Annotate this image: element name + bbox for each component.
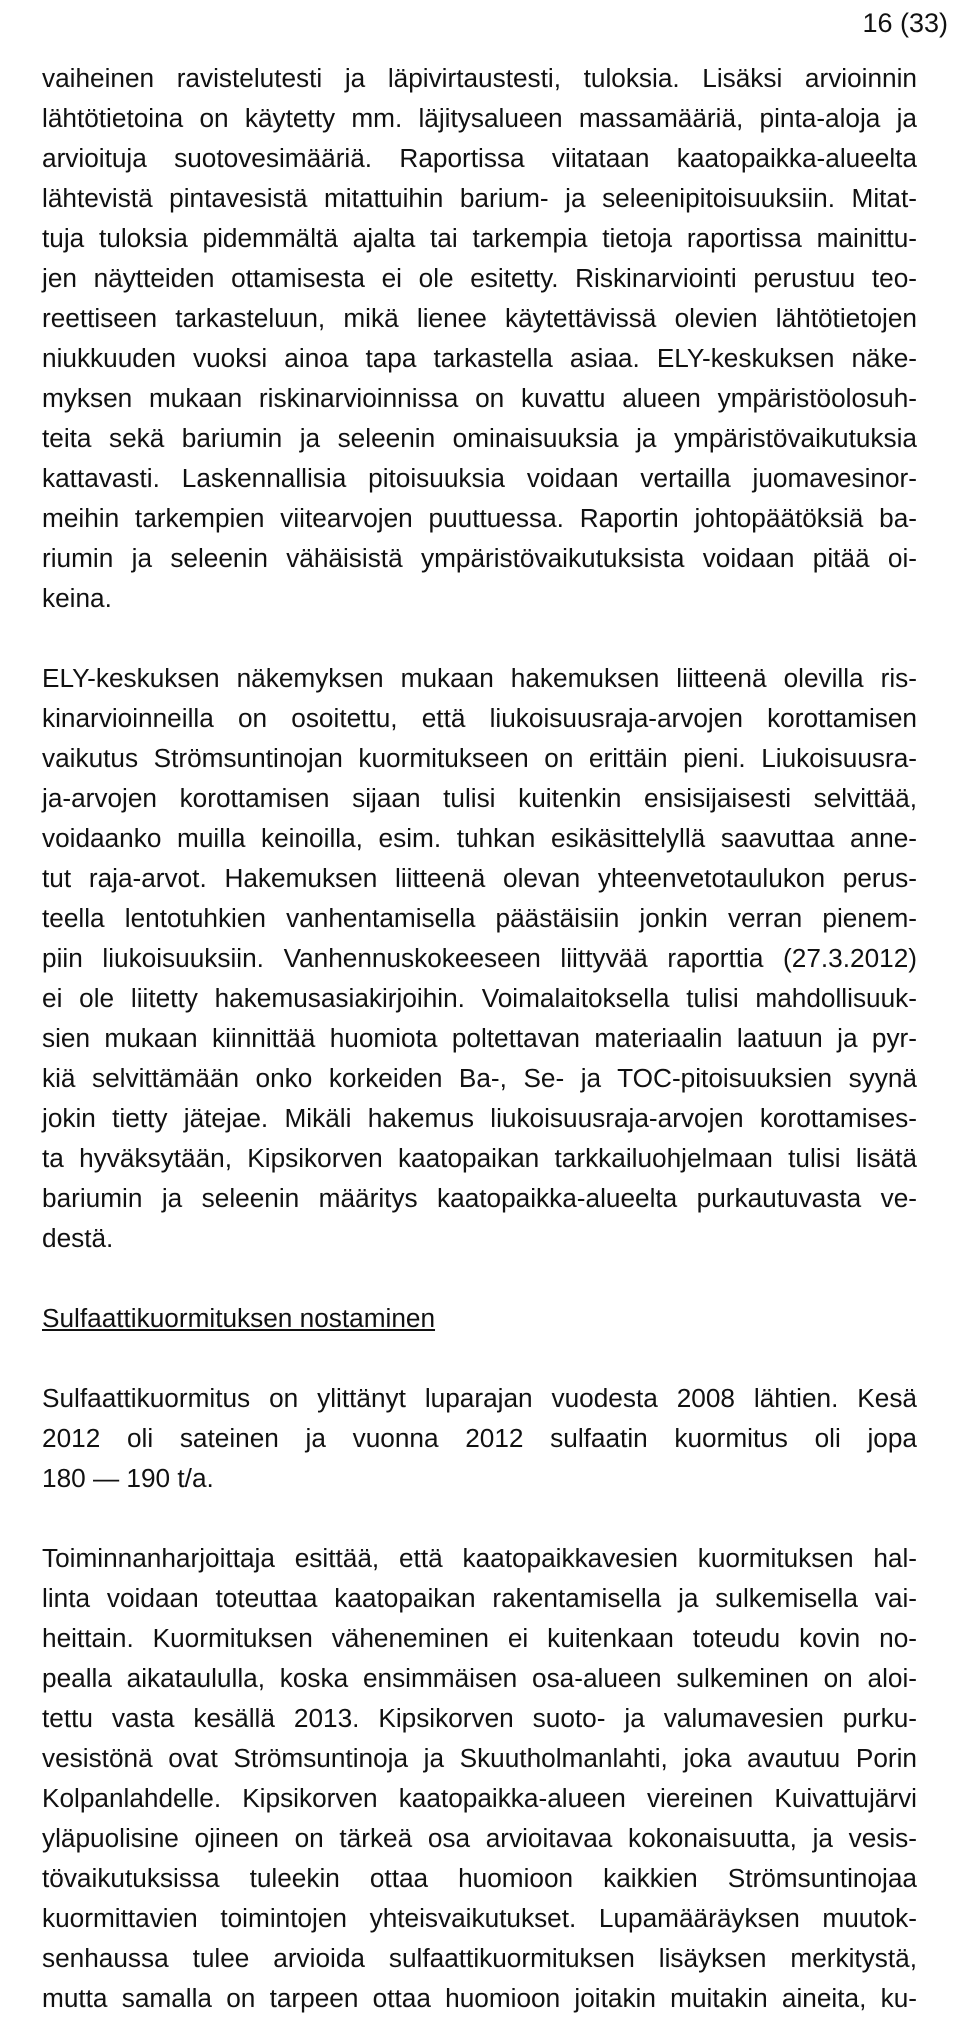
paragraph-sulfate-load: [42, 1378, 917, 1498]
paragraph-risk-assessment: [42, 58, 917, 618]
text-line: Kolpanlahdelle. Kipsikorven kaatopaikka-alueen viereinen Kuivattujärvi: [42, 1783, 917, 1813]
text-line: yläpuolisine ojineen on tärkeä osa arvioitavaa kokonaisuutta, ja vesis-: [42, 1823, 917, 1853]
text-line: meihin tarkempien viitearvojen puuttuessa. Raportin johtopäätöksiä ba-: [42, 503, 917, 533]
text-line: vaiheinen ravistelutesti ja läpivirtaustesti, tuloksia. Lisäksi arvioinnin: [42, 63, 917, 93]
paragraph-spacer: [42, 1498, 917, 1538]
text-line: heittain. Kuormituksen väheneminen ei kuitenkaan toteudu kovin no-: [42, 1623, 917, 1653]
paragraph-operator-proposal: [42, 1538, 917, 2018]
text-line: mutta samalla on tarpeen ottaa huomioon joitakin muitakin aineita, ku-: [42, 1983, 917, 2013]
text-line: pealla aikataululla, koska ensimmäisen osa-alueen sulkeminen on aloi-: [42, 1663, 917, 1693]
text-line: 180 — 190 t/a.: [42, 1463, 214, 1493]
text-line: kiä selvittämään onko korkeiden Ba-, Se- ja TOC-pitoisuuksien syynä: [42, 1063, 917, 1093]
text-line: myksen mukaan riskinarvioinnissa on kuvattu alueen ympäristöolosuh-: [42, 383, 917, 413]
text-line: jokin tietty jätejae. Mikäli hakemus liukoisuusraja-arvojen korottamises-: [42, 1103, 917, 1133]
text-line: ja-arvojen korottamisen sijaan tulisi kuitenkin ensisijaisesti selvittää,: [42, 783, 917, 813]
document-body: [42, 58, 917, 2018]
text-line: vaikutus Strömsuntinojan kuormitukseen on erittäin pieni. Liukoisuusra-: [42, 743, 917, 773]
page-number: 16 (33): [862, 8, 948, 38]
text-line: kuormittavien toimintojen yhteisvaikutukset. Lupamääräyksen muutok-: [42, 1903, 917, 1933]
text-line: tut raja-arvot. Hakemuksen liitteenä olevan yhteenvetotaulukon perus-: [42, 863, 917, 893]
text-line: voidaanko muilla keinoilla, esim. tuhkan esikäsittelyllä saavuttaa anne-: [42, 823, 917, 853]
text-line: senhaussa tulee arvioida sulfaattikuormituksen lisäyksen merkitystä,: [42, 1943, 917, 1973]
text-line: piin liukoisuuksiin. Vanhennuskokeeseen liittyvää raporttia (27.3.2012): [42, 943, 917, 973]
paragraph-spacer: [42, 1338, 917, 1378]
text-line: teella lentotuhkien vanhentamisella päästäisiin jonkin verran pienem-: [42, 903, 917, 933]
paragraph-ely-view: [42, 658, 917, 1258]
text-line: Toiminnanharjoittaja esittää, että kaatopaikkavesien kuormituksen hal-: [42, 1543, 917, 1573]
text-line: arvioituja suotovesimääriä. Raportissa viitataan kaatopaikka-alueelta: [42, 143, 917, 173]
text-line: niukkuuden vuoksi ainoa tapa tarkastella asiaa. ELY-keskuksen näke-: [42, 343, 917, 373]
text-line: tövaikutuksissa tuleekin ottaa huomioon kaikkien Strömsuntinojaa: [42, 1863, 917, 1893]
text-line: tettu vasta kesällä 2013. Kipsikorven suoto- ja valumavesien purku-: [42, 1703, 917, 1733]
text-line: kinarvioinneilla on osoitettu, että liukoisuusraja-arvojen korottamisen: [42, 703, 917, 733]
text-line: sien mukaan kiinnittää huomiota poltettavan materiaalin laatuun ja pyr-: [42, 1023, 917, 1053]
text-line: 2012 oli sateinen ja vuonna 2012 sulfaatin kuormitus oli jopa: [42, 1423, 917, 1453]
text-line: lähtevistä pintavesistä mitattuihin barium- ja seleenipitoisuuksiin. Mitat-: [42, 183, 917, 213]
text-line: linta voidaan toteuttaa kaatopaikan rakentamisella ja sulkemisella vai-: [42, 1583, 917, 1613]
paragraph-spacer: [42, 618, 917, 658]
text-line: destä.: [42, 1223, 114, 1253]
text-line: teita sekä bariumin ja seleenin ominaisuuksia ja ympäristövaikutuksia: [42, 423, 917, 453]
text-line: kattavasti. Laskennallisia pitoisuuksia voidaan vertailla juomavesinor-: [42, 463, 917, 493]
text-line: vesistönä ovat Strömsuntinoja ja Skuutholmanlahti, joka avautuu Porin: [42, 1743, 917, 1773]
text-line: ei ole liitetty hakemusasiakirjoihin. Voimalaitoksella tulisi mahdollisuuk-: [42, 983, 917, 1013]
text-line: ELY-keskuksen näkemyksen mukaan hakemuksen liitteenä olevilla ris-: [42, 663, 917, 693]
text-line: lähtötietoina on käytetty mm. läjitysalueen massamääriä, pinta-aloja ja: [42, 103, 917, 133]
text-line: tuja tuloksia pidemmältä ajalta tai tarkempia tietoja raportissa mainittu-: [42, 223, 917, 253]
text-line: keina.: [42, 583, 112, 613]
text-line: reettiseen tarkasteluun, mikä lienee käytettävissä olevien lähtötietojen: [42, 303, 917, 333]
text-line: bariumin ja seleenin määritys kaatopaikka-alueelta purkautuvasta ve-: [42, 1183, 917, 1213]
text-line: Sulfaattikuormitus on ylittänyt luparajan vuodesta 2008 lähtien. Kesä: [42, 1383, 917, 1413]
text-line: jen näytteiden ottamisesta ei ole esitetty. Riskinarviointi perustuu teo-: [42, 263, 917, 293]
paragraph-spacer: [42, 1258, 917, 1298]
text-line: ta hyväksytään, Kipsikorven kaatopaikan tarkkailuohjelmaan tulisi lisätä: [42, 1143, 917, 1173]
text-line: riumin ja seleenin vähäisistä ympäristövaikutuksista voidaan pitää oi-: [42, 543, 917, 573]
section-heading: Sulfaattikuormituksen nostaminen: [42, 1303, 436, 1333]
